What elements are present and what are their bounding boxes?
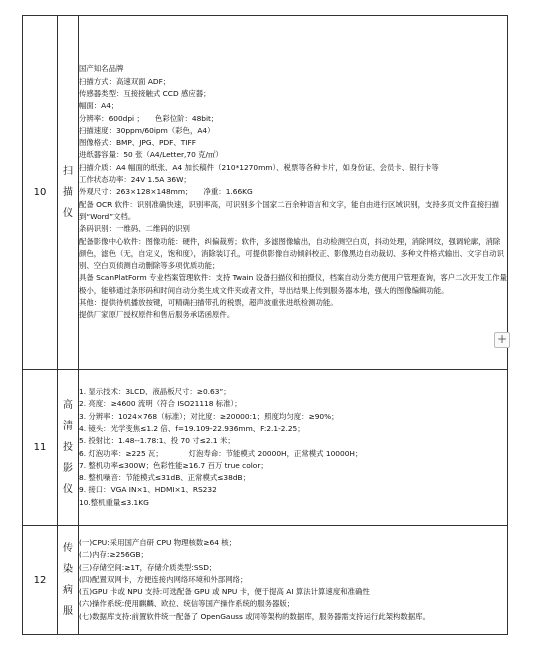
spec-line: 扫描介质：A4 幅面的纸张、A4 加长稿件（210*1270mm）、税票等各种卡片，如身份证、会员卡、银行卡等 bbox=[79, 162, 439, 172]
spec-line: 配备影像中心软件：图像功能：硬件，纠偏裁剪；软件，多滤图像输出，自动检测空白页，抖动处理，消除网纹，强调轮廓，消除颜色，滤色（无，自定义，饱和度），消除装订孔，可提供影像自动倾斜校正、影像黑边自动裁切、多种文件格式输出、文字自动识别、空白页侦测自动删除等多项优质功能； bbox=[79, 236, 504, 271]
item-name-char: 扫 bbox=[63, 166, 73, 177]
spec-line: 10.整机重量≤3.1KG bbox=[79, 497, 149, 507]
spec-line: 1. 显示技术：3LCD、液晶板尺寸：≥0.63”； bbox=[79, 387, 231, 397]
spec-line: 具备 ScanPlatForm 专业档案管理软件：支持 Twain 设备扫描仪和拍摄仪，档案自动分类方便用户管理查询，客户二次开发工作量极小，能够通过条形码和时间自动分类生成文件夹或者文件，导出结果上传到服务器本地，强大的图像编辑功能。 bbox=[79, 273, 507, 295]
row-number: 12 bbox=[23, 526, 58, 635]
item-name-char: 影 bbox=[63, 463, 73, 474]
item-name-char: 描 bbox=[63, 187, 73, 198]
spec-line: 幅面：A4； bbox=[79, 101, 119, 111]
item-spec bbox=[79, 526, 508, 635]
spec-line: 8. 整机噪音：节能模式≤31dB、正常模式≤38dB； bbox=[79, 473, 250, 483]
spec-line: 外观尺寸：263×128×148mm； 净重：1.66KG bbox=[79, 187, 253, 197]
spec-line: (四)配置双网卡，方便连接内网络环境和外部网络； bbox=[79, 574, 248, 584]
add-row-button[interactable]: + bbox=[494, 332, 510, 348]
spec-line: 3. 分辨率：1024×768（标准）；对比度：≥20000:1；照度均匀度：≥90%； bbox=[79, 411, 339, 421]
spec-line: 分辨率：600dpi ； 色彩位阶：48bit； bbox=[79, 113, 219, 123]
spec-line: 扫描方式：高速双面 ADF； bbox=[79, 76, 171, 86]
spec-line: (五)GPU 卡或 NPU 支持:可选配备 GPU 或 NPU 卡，便于提高 AI 算法计算速度和准确性 bbox=[79, 587, 370, 597]
spec-line: 9. 接口：VGA IN×1、HDMI×1、RS232 bbox=[79, 485, 217, 495]
spec-line: 6. 灯泡功率：≥225 瓦； 灯泡寿命：节能模式 20000H，正常模式 10000H； bbox=[79, 448, 363, 458]
spec-line: 其他：提供待机播放按键，可精确扫描带孔的税票，超声波重张进纸检测功能。 bbox=[79, 298, 338, 308]
row-number: 10 bbox=[23, 16, 58, 370]
spec-line: 国产知名品牌 bbox=[79, 64, 124, 74]
item-spec bbox=[79, 16, 508, 370]
item-name-char: 服 bbox=[63, 606, 73, 617]
spec-line: 提供厂家原厂授权原件和售后服务承诺函原件。 bbox=[79, 310, 235, 320]
item-name bbox=[58, 370, 79, 526]
spec-line: 2. 亮度：≥4600 流明（符合 ISO21118 标准）； bbox=[79, 399, 242, 409]
spec-line: 条码识别：一维码、二维码的识别 bbox=[79, 224, 190, 234]
table-row bbox=[23, 16, 508, 370]
spec-line: 4. 镜头：光学变焦≤1.2 倍、f=19.109-22.936mm、F:2.1-2.25； bbox=[79, 423, 305, 433]
item-name-char: 仪 bbox=[63, 484, 73, 495]
item-name-char: 染 bbox=[63, 564, 73, 575]
item-name-char: 传 bbox=[63, 543, 73, 554]
item-name bbox=[58, 16, 79, 370]
spec-line: 传感器类型：互接接触式 CCD 感应器； bbox=[79, 88, 211, 98]
spec-line: 7. 整机功率≤300W；色彩性能≥16.7 百万 true color； bbox=[79, 460, 268, 470]
item-name-char: 投 bbox=[63, 442, 73, 453]
spec-line: (二)内存:≥256GB； bbox=[79, 550, 148, 560]
spec-line: 配备 OCR 软件：识别准确快速，识别率高，可识别多个国家二百余种语言和文字，能自由进行区域识别，支持多页文件直接扫描到“Word”文档。 bbox=[79, 199, 499, 221]
spec-line: (一)CPU:采用国产自研 CPU 物理核数≥64 核； bbox=[79, 537, 237, 547]
spec-line: (七)数据库支持:前置软件统一配备了 OpenGauss 或同等架构的数据库，服务器需支持运行此架构数据库。 bbox=[79, 611, 430, 621]
spec-line: 进纸器容量：50 张（A4/Letter,70 克/㎡） bbox=[79, 150, 223, 160]
table-row bbox=[23, 370, 508, 526]
item-spec bbox=[79, 370, 508, 526]
spec-line: 扫描速度：30ppm/60ipm（彩色，A4） bbox=[79, 125, 215, 135]
spec-line: 工作状态功率：24V 1.5A 36W； bbox=[79, 175, 191, 185]
spec-line: (六)操作系统:使用麒麟、欧拉、统信等国产操作系统的服务器版； bbox=[79, 599, 295, 609]
item-name-char: 高 bbox=[63, 400, 73, 411]
spec-line: 5. 投射比：1.48--1.78:1、投 70 寸≤2.1 米； bbox=[79, 436, 235, 446]
spec-line: (三)存储空间:≥1T，存储介质类型:SSD； bbox=[79, 562, 217, 572]
spec-table bbox=[22, 15, 508, 635]
item-name-char: 清 bbox=[63, 421, 73, 432]
spec-line: 图像格式：BMP、JPG、PDF、TIFF bbox=[79, 138, 196, 148]
row-number: 11 bbox=[23, 370, 58, 526]
item-name-char: 仪 bbox=[63, 208, 73, 219]
item-name bbox=[58, 526, 79, 635]
table-row bbox=[23, 526, 508, 635]
item-name-char: 病 bbox=[63, 585, 73, 596]
